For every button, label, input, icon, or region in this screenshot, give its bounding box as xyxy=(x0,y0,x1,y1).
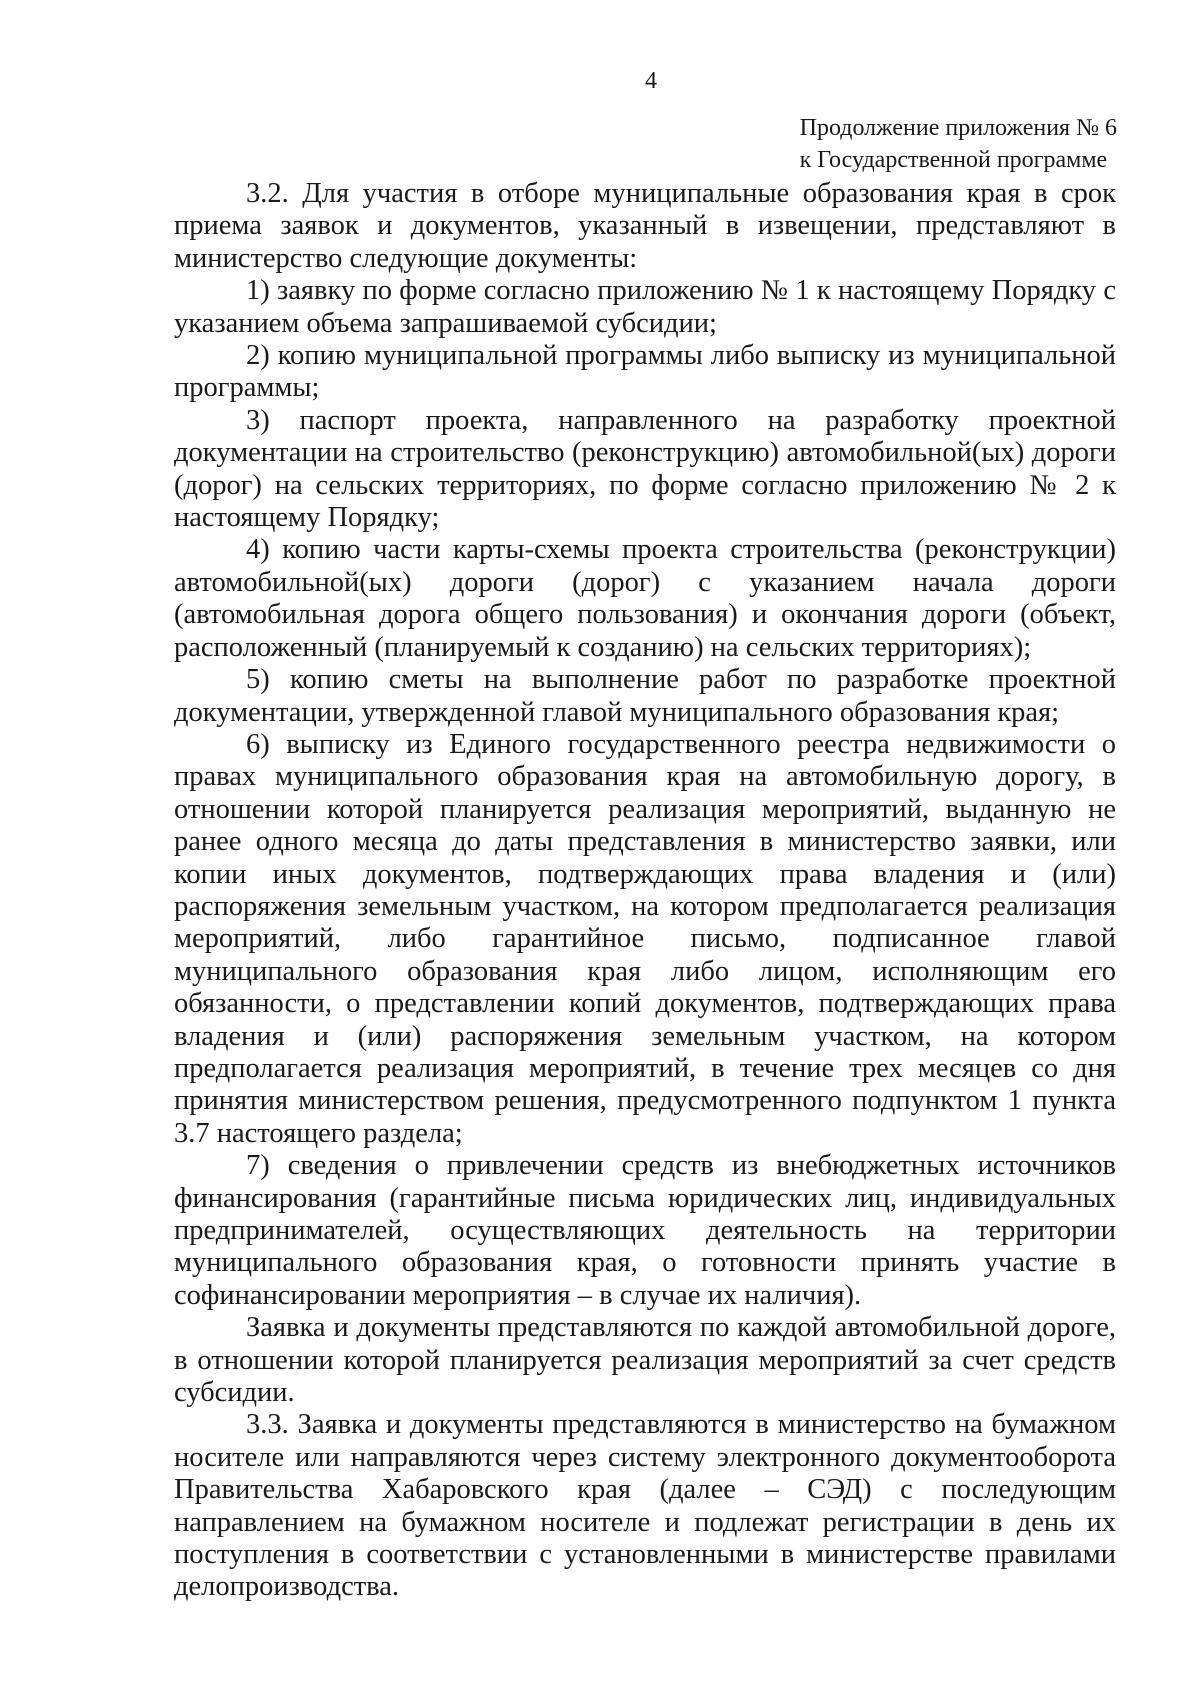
list-item-1: 1) заявку по форме согласно приложению № 1 к настоящему Порядку с указанием объема запрашиваемой субсидии; xyxy=(174,275,1116,339)
document-body xyxy=(174,178,1116,1604)
list-item-6: 6) выписку из Единого государственного реестра недвижимости о правах муниципального образования края на автомобильную дорогу, в отношении которой планируется реализация мероприятий, выданную не ранее одного месяца до даты представления в министерство заявки, или копии иных документов, подтверждающих права владения и (или) распоряжения земельным участком, на котором предполагается реализация мероприятий, либо гарантийное письмо, подписанное главой муниципального образования края либо лицом, исполняющим его обязанности, о представлении копий документов, подтверждающих права владения и (или) распоряжения земельным участком, на котором предполагается реализация мероприятий, в течение трех месяцев со дня принятия министерством решения, предусмотренного подпунктом 1 пункта 3.7 настоящего раздела; xyxy=(174,728,1116,1149)
list-item-2: 2) копию муниципальной программы либо выписку из муниципальной программы; xyxy=(174,340,1116,404)
list-item-4: 4) копию части карты-схемы проекта строительства (реконструкции) автомобильной(ых) дороги (дорог) с указанием начала дороги (автомобильная дорога общего пользования) и окончания дороги (объект, расположенный (планируемый к созданию) на сельских территориях); xyxy=(174,534,1116,663)
list-item-5: 5) копию сметы на выполнение работ по разработке проектной документации, утвержденной главой муниципального образования края; xyxy=(174,664,1116,728)
paragraph-3-2: 3.2. Для участия в отборе муниципальные образования края в срок приема заявок и документов, указанный в извещении, представляют в министерство следующие документы: xyxy=(174,178,1116,274)
page-number: 4 xyxy=(645,68,657,94)
appendix-header-line-1: Продолжение приложения № 6 xyxy=(799,115,1117,141)
list-item-3: 3) паспорт проекта, направленного на разработку проектной документации на строительство (реконструкцию) автомобильной(ых) дороги (дорог) на сельских территориях, по форме согласно приложению № 2 к настоящему Порядку; xyxy=(174,404,1116,534)
paragraph-submission-note: Заявка и документы представляются по каждой автомобильной дороге, в отношении которой планируется реализация мероприятий за счет средств субсидии. xyxy=(174,1312,1116,1409)
appendix-header-note xyxy=(800,112,1117,176)
paragraph-3-3: 3.3. Заявка и документы представляются в министерство на бумажном носителе или направляются через систему электронного документооборота Правительства Хабаровского края (далее – СЭД) с последующим направлением на бумажном носителе и подлежат регистрации в день их поступления в соответствии с установленными в министерстве правилами делопроизводства. xyxy=(174,1409,1116,1603)
appendix-header-line-2: к Государственной программе xyxy=(799,147,1108,173)
list-item-7: 7) сведения о привлечении средств из внебюджетных источников финансирования (гарантийные письма юридических лиц, индивидуальных предпринимателей, осуществляющих деятельность на территории муниципального образования края, о готовности принять участие в софинансировании мероприятия – в случае их наличия). xyxy=(174,1150,1116,1311)
